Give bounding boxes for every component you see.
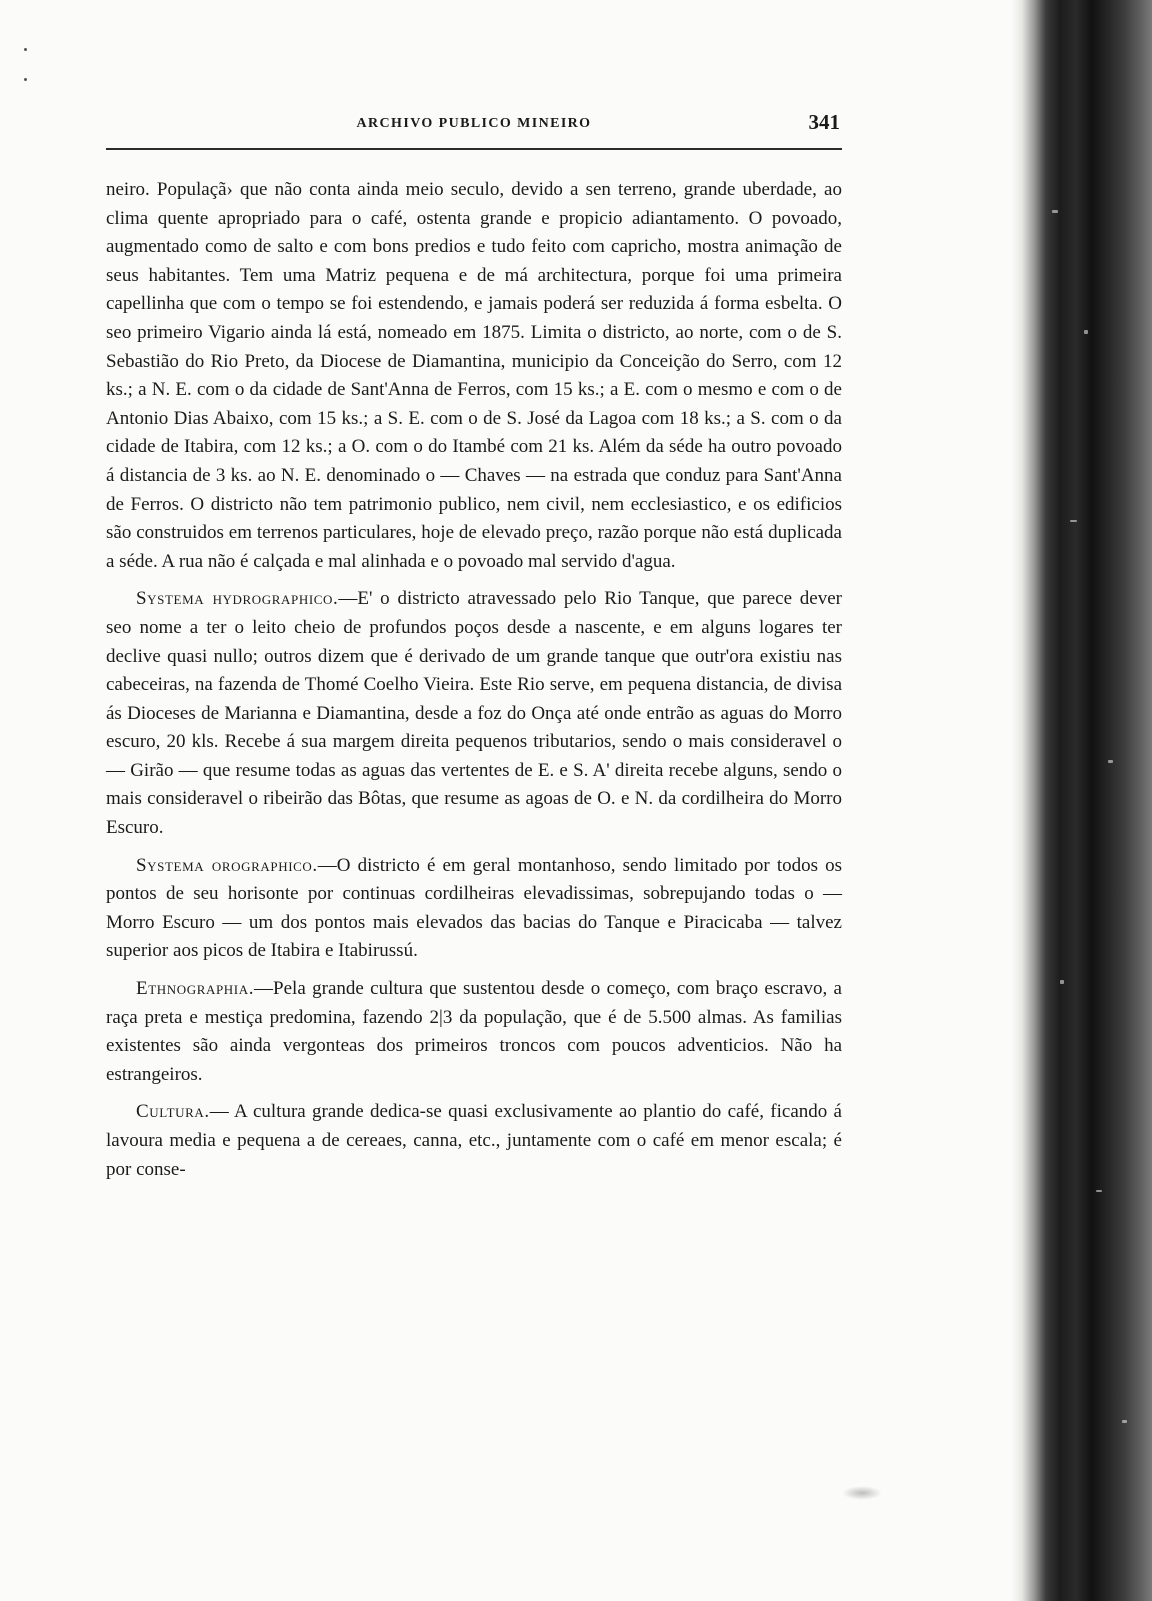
page-number: 341 [808, 110, 840, 134]
scan-binding-edge [1012, 0, 1152, 1601]
paragraph-text: —O districto é em geral montanhoso, sendo limitado por todos os pontos de seu horisonte por continuas cordilheiras elevadissimas, sobrepujando todas o — Morro Escuro — um dos pontos mais elevados das bacias do Tanque e Piracicaba — talvez superior aos picos de Itabira e Itabirussú. [106, 854, 842, 962]
paragraph-text: —E' o districto atravessado pelo Rio Tanque, que parece dever seo nome a ter o leito cheio de profundos poços desde a nascente, e em alguns logares ter declive quasi nullo; outros dizem que é derivado de um grande tanque que outr'ora existiu nas cabeceiras, na fazenda de Thomé Coelho Vieira. Este Rio serve, em pequena distancia, de divisa ás Dioceses de Marianna e Diamantina, desde a foz do Onça até onde entrão as aguas do Morro escuro, 20 kls. Recebe á sua margem direita pequenos tributarios, sendo o mais consideravel o — Girão — que resume todas as aguas das vertentes de E. e S. A' direita recebe alguns, sendo o mais consideravel o ribeirão das Bôtas, que resume as agoas de O. e N. da cordilheira do Morro Escuro. [106, 588, 842, 839]
section-heading: Systema hydrographico. [136, 588, 339, 610]
journal-title: ARCHIVO PUBLICO MINEIRO [356, 116, 592, 131]
section-heading: Ethnographia. [136, 978, 255, 1000]
paragraph-text: — A cultura grande dedica-se quasi exclusivamente ao plantio do café, ficando á lavoura media e pequena a de cereaes, canna, etc., juntamente com o café em menor escala; é por conse- [106, 1101, 842, 1180]
paragraph-population [106, 176, 842, 576]
paragraph-orography [106, 852, 842, 966]
scan-smudge [842, 1486, 882, 1500]
paragraph-text: neiro. Populaçã› que não conta ainda meio seculo, devido a sen terreno, grande uberdade, ao clima quente apropriado para o café, ostenta grande e propicio adiantamento. O povoado, augmentado como de salto e com bons predios e tudo feito com capricho, mostra animação de seus habitantes. Tem uma Matriz pequena e de má architectura, porque foi uma primeira capellinha que com o tempo se foi estendendo, e jamais poderá ser reduzida á forma esbelta. O seo primeiro Vigario ainda lá está, nomeado em 1875. Limita o districto, ao norte, com o de S. Sebastião do Rio Preto, da Diocese de Diamantina, municipio da Conceição do Serro, com 12 ks.; a N. E. com o da cidade de Sant'Anna de Ferros, com 15 ks.; a E. com o mesmo e com o de Antonio Dias Abaixo, com 15 ks.; a S. E. com o de S. José da Lagoa com 18 ks.; a S. com o da cidade de Itabira, com 12 ks.; a O. com o do Itambé com 21 ks. Além da séde ha outro povoado á distancia de 3 ks. ao N. E. denominado o — Chaves — na estrada que conduz para Sant'Anna de Ferros. O districto não tem patrimonio publico, nem civil, nem ecclesiastico, e os edificios são construidos em terrenos particulares, hoje de elevado preço, razão porque não está duplicada a séde. A rua não é calçada e mal alinhada e o povoado mal servido d'agua. [106, 179, 842, 572]
paragraph-culture [106, 1098, 842, 1184]
section-heading: Systema orographico. [136, 854, 318, 876]
section-heading: Cultura. [136, 1101, 210, 1123]
paragraph-hydrography [106, 585, 842, 842]
header-rule [106, 148, 842, 150]
running-head [106, 106, 842, 136]
paragraph-ethnography [106, 975, 842, 1089]
scan-dust-marks [24, 40, 28, 100]
article-body [106, 176, 842, 1193]
paragraph-text: —Pela grande cultura que sustentou desde o começo, com braço escravo, a raça preta e mestiça predomina, fazendo 2|3 da população, que é de 5.500 almas. As familias existentes são ainda vergonteas dos primeiros troncos com poucos adventicios. Não ha estrangeiros. [106, 978, 842, 1085]
